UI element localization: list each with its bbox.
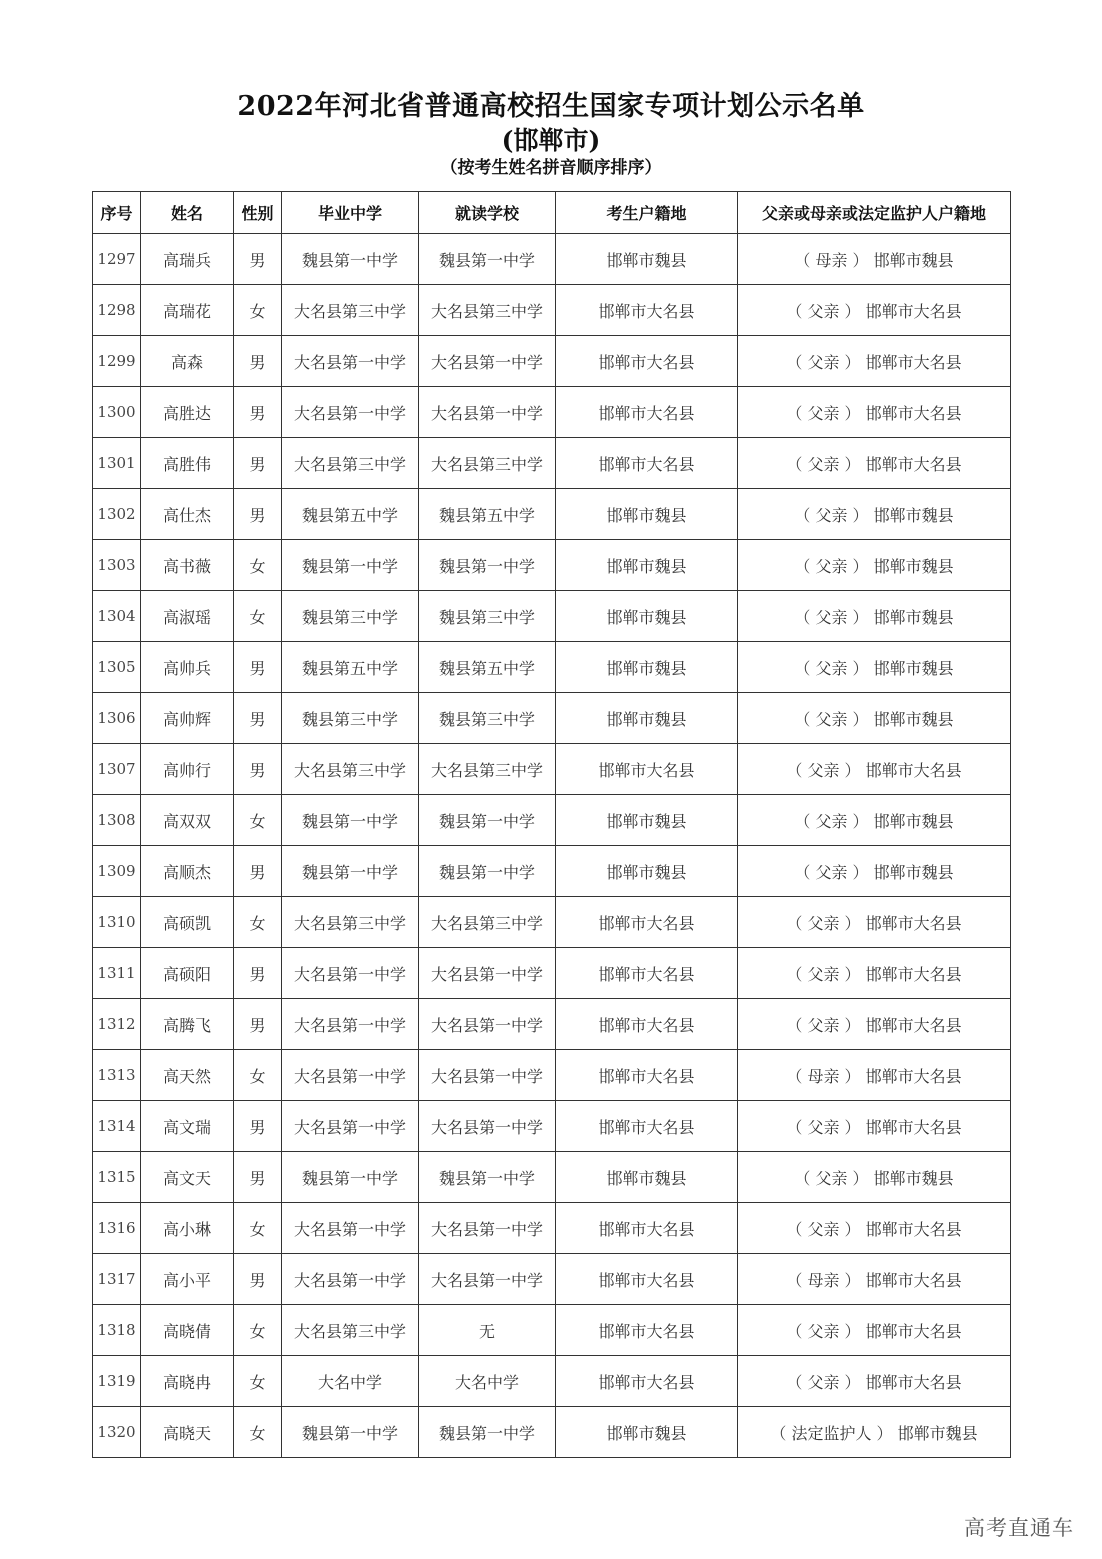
cell-seq: 1299 bbox=[93, 336, 141, 387]
cell-current-school: 大名县第一中学 bbox=[419, 1254, 556, 1305]
table-row bbox=[93, 693, 1011, 744]
cell-gender: 女 bbox=[234, 897, 282, 948]
guardian-relation: 母亲 bbox=[807, 1270, 840, 1290]
cell-grad-school: 魏县第一中学 bbox=[282, 795, 419, 846]
cell-grad-school: 大名县第一中学 bbox=[282, 1203, 419, 1254]
cell-grad-school: 大名县第三中学 bbox=[282, 438, 419, 489]
cell-grad-school: 大名县第一中学 bbox=[282, 387, 419, 438]
cell-hukou: 邯郸市魏县 bbox=[556, 693, 738, 744]
cell-name: 高胜伟 bbox=[141, 438, 234, 489]
cell-hukou: 邯郸市魏县 bbox=[556, 642, 738, 693]
cell-grad-school: 大名县第三中学 bbox=[282, 744, 419, 795]
cell-current-school: 魏县第一中学 bbox=[419, 1407, 556, 1458]
cell-gender: 男 bbox=[234, 1101, 282, 1152]
guardian-relation: 父亲 bbox=[815, 505, 848, 525]
guardian-hukou-location: 邯郸市魏县 bbox=[873, 556, 954, 576]
cell-gender: 男 bbox=[234, 846, 282, 897]
guardian-hukou-location: 邯郸市魏县 bbox=[873, 250, 954, 270]
cell-name: 高书薇 bbox=[141, 540, 234, 591]
cell-grad-school: 魏县第一中学 bbox=[282, 846, 419, 897]
guardian-hukou-location: 邯郸市大名县 bbox=[865, 1219, 962, 1239]
cell-guardian-hukou: （ 父亲 ） 邯郸市大名县 bbox=[738, 999, 1011, 1050]
guardian-relation: 父亲 bbox=[807, 913, 840, 933]
guardian-relation: 法定监护人 bbox=[791, 1423, 872, 1443]
page-subtitle-city: (邯郸市) bbox=[501, 126, 601, 155]
cell-name: 高帅辉 bbox=[141, 693, 234, 744]
cell-guardian-hukou: （ 父亲 ） 邯郸市魏县 bbox=[738, 1152, 1011, 1203]
cell-guardian-hukou: （ 母亲 ） 邯郸市魏县 bbox=[738, 234, 1011, 285]
cell-guardian-hukou: （ 父亲 ） 邯郸市魏县 bbox=[738, 795, 1011, 846]
cell-guardian-hukou: （ 父亲 ） 邯郸市魏县 bbox=[738, 540, 1011, 591]
table-row bbox=[93, 336, 1011, 387]
table-row bbox=[93, 438, 1011, 489]
cell-grad-school: 大名中学 bbox=[282, 1356, 419, 1407]
cell-grad-school: 魏县第一中学 bbox=[282, 234, 419, 285]
cell-seq: 1297 bbox=[93, 234, 141, 285]
cell-guardian-hukou: （ 父亲 ） 邯郸市魏县 bbox=[738, 591, 1011, 642]
cell-seq: 1315 bbox=[93, 1152, 141, 1203]
guardian-hukou-location: 邯郸市魏县 bbox=[873, 658, 954, 678]
roster-table-body bbox=[93, 234, 1011, 1458]
guardian-hukou-location: 邯郸市大名县 bbox=[865, 301, 962, 321]
cell-name: 高帅行 bbox=[141, 744, 234, 795]
cell-hukou: 邯郸市大名县 bbox=[556, 1356, 738, 1407]
table-row bbox=[93, 948, 1011, 999]
cell-grad-school: 大名县第三中学 bbox=[282, 897, 419, 948]
cell-name: 高仕杰 bbox=[141, 489, 234, 540]
column-header-name: 姓名 bbox=[141, 192, 234, 234]
cell-current-school: 魏县第一中学 bbox=[419, 234, 556, 285]
cell-seq: 1306 bbox=[93, 693, 141, 744]
guardian-relation: 父亲 bbox=[807, 301, 840, 321]
cell-hukou: 邯郸市大名县 bbox=[556, 285, 738, 336]
cell-guardian-hukou: （ 父亲 ） 邯郸市大名县 bbox=[738, 1101, 1011, 1152]
guardian-relation: 父亲 bbox=[807, 1372, 840, 1392]
cell-grad-school: 魏县第一中学 bbox=[282, 1407, 419, 1458]
table-row bbox=[93, 642, 1011, 693]
guardian-relation: 父亲 bbox=[815, 607, 848, 627]
guardian-relation: 父亲 bbox=[807, 1117, 840, 1137]
cell-guardian-hukou: （ 父亲 ） 邯郸市魏县 bbox=[738, 642, 1011, 693]
cell-guardian-hukou: （ 父亲 ） 邯郸市魏县 bbox=[738, 693, 1011, 744]
cell-gender: 女 bbox=[234, 540, 282, 591]
table-row bbox=[93, 795, 1011, 846]
cell-current-school: 大名县第一中学 bbox=[419, 336, 556, 387]
cell-hukou: 邯郸市大名县 bbox=[556, 387, 738, 438]
cell-current-school: 魏县第一中学 bbox=[419, 795, 556, 846]
cell-name: 高淑瑶 bbox=[141, 591, 234, 642]
table-header-row bbox=[93, 192, 1011, 234]
cell-current-school: 大名县第一中学 bbox=[419, 1050, 556, 1101]
cell-guardian-hukou: （ 父亲 ） 邯郸市魏县 bbox=[738, 846, 1011, 897]
cell-seq: 1314 bbox=[93, 1101, 141, 1152]
cell-name: 高天然 bbox=[141, 1050, 234, 1101]
table-row bbox=[93, 285, 1011, 336]
guardian-hukou-location: 邯郸市大名县 bbox=[865, 1321, 962, 1341]
cell-hukou: 邯郸市魏县 bbox=[556, 540, 738, 591]
cell-current-school: 魏县第三中学 bbox=[419, 591, 556, 642]
cell-current-school: 大名中学 bbox=[419, 1356, 556, 1407]
cell-grad-school: 魏县第五中学 bbox=[282, 489, 419, 540]
cell-name: 高文瑞 bbox=[141, 1101, 234, 1152]
table-row bbox=[93, 1101, 1011, 1152]
cell-grad-school: 大名县第一中学 bbox=[282, 336, 419, 387]
cell-seq: 1318 bbox=[93, 1305, 141, 1356]
cell-current-school: 魏县第一中学 bbox=[419, 540, 556, 591]
cell-gender: 男 bbox=[234, 1254, 282, 1305]
cell-current-school: 大名县第一中学 bbox=[419, 387, 556, 438]
column-header-gender: 性别 bbox=[234, 192, 282, 234]
guardian-relation: 父亲 bbox=[815, 1168, 848, 1188]
guardian-relation: 父亲 bbox=[815, 709, 848, 729]
cell-hukou: 邯郸市魏县 bbox=[556, 489, 738, 540]
cell-seq: 1310 bbox=[93, 897, 141, 948]
cell-current-school: 魏县第五中学 bbox=[419, 642, 556, 693]
table-row bbox=[93, 1254, 1011, 1305]
guardian-relation: 父亲 bbox=[807, 760, 840, 780]
cell-seq: 1316 bbox=[93, 1203, 141, 1254]
guardian-relation: 父亲 bbox=[807, 454, 840, 474]
guardian-relation: 父亲 bbox=[815, 862, 848, 882]
cell-current-school: 大名县第三中学 bbox=[419, 438, 556, 489]
cell-guardian-hukou: （ 父亲 ） 邯郸市大名县 bbox=[738, 897, 1011, 948]
cell-gender: 男 bbox=[234, 387, 282, 438]
cell-grad-school: 大名县第一中学 bbox=[282, 1050, 419, 1101]
cell-hukou: 邯郸市大名县 bbox=[556, 948, 738, 999]
source-watermark: 高考直通车 bbox=[964, 1516, 1074, 1540]
cell-gender: 女 bbox=[234, 1356, 282, 1407]
guardian-hukou-location: 邯郸市大名县 bbox=[865, 964, 962, 984]
cell-seq: 1305 bbox=[93, 642, 141, 693]
cell-grad-school: 魏县第五中学 bbox=[282, 642, 419, 693]
cell-guardian-hukou: （ 父亲 ） 邯郸市大名县 bbox=[738, 336, 1011, 387]
guardian-relation: 母亲 bbox=[807, 1066, 840, 1086]
cell-guardian-hukou: （ 父亲 ） 邯郸市大名县 bbox=[738, 285, 1011, 336]
cell-current-school: 大名县第三中学 bbox=[419, 285, 556, 336]
cell-name: 高瑞兵 bbox=[141, 234, 234, 285]
sort-order-note: （按考生姓名拼音顺序排序） bbox=[440, 158, 662, 178]
cell-grad-school: 大名县第三中学 bbox=[282, 1305, 419, 1356]
cell-current-school: 大名县第一中学 bbox=[419, 1203, 556, 1254]
table-row bbox=[93, 234, 1011, 285]
cell-name: 高瑞花 bbox=[141, 285, 234, 336]
cell-seq: 1303 bbox=[93, 540, 141, 591]
cell-guardian-hukou: （ 父亲 ） 邯郸市大名县 bbox=[738, 438, 1011, 489]
cell-seq: 1298 bbox=[93, 285, 141, 336]
guardian-hukou-location: 邯郸市魏县 bbox=[873, 862, 954, 882]
guardian-relation: 父亲 bbox=[815, 658, 848, 678]
table-row bbox=[93, 591, 1011, 642]
cell-hukou: 邯郸市魏县 bbox=[556, 846, 738, 897]
cell-grad-school: 魏县第一中学 bbox=[282, 1152, 419, 1203]
cell-name: 高胜达 bbox=[141, 387, 234, 438]
table-row bbox=[93, 1152, 1011, 1203]
cell-current-school: 魏县第一中学 bbox=[419, 846, 556, 897]
cell-gender: 男 bbox=[234, 489, 282, 540]
cell-hukou: 邯郸市大名县 bbox=[556, 999, 738, 1050]
cell-gender: 女 bbox=[234, 591, 282, 642]
guardian-relation: 父亲 bbox=[815, 556, 848, 576]
column-header-seq: 序号 bbox=[93, 192, 141, 234]
guardian-hukou-location: 邯郸市大名县 bbox=[865, 1117, 962, 1137]
guardian-relation: 父亲 bbox=[807, 1015, 840, 1035]
table-row bbox=[93, 1305, 1011, 1356]
cell-guardian-hukou: （ 父亲 ） 邯郸市魏县 bbox=[738, 489, 1011, 540]
guardian-relation: 父亲 bbox=[807, 1219, 840, 1239]
cell-hukou: 邯郸市大名县 bbox=[556, 1254, 738, 1305]
cell-seq: 1302 bbox=[93, 489, 141, 540]
cell-seq: 1313 bbox=[93, 1050, 141, 1101]
cell-current-school: 无 bbox=[419, 1305, 556, 1356]
guardian-hukou-location: 邯郸市大名县 bbox=[865, 352, 962, 372]
cell-gender: 女 bbox=[234, 1305, 282, 1356]
guardian-hukou-location: 邯郸市魏县 bbox=[873, 811, 954, 831]
cell-name: 高帅兵 bbox=[141, 642, 234, 693]
cell-name: 高小琳 bbox=[141, 1203, 234, 1254]
cell-gender: 男 bbox=[234, 693, 282, 744]
cell-name: 高双双 bbox=[141, 795, 234, 846]
cell-seq: 1304 bbox=[93, 591, 141, 642]
table-row bbox=[93, 489, 1011, 540]
guardian-hukou-location: 邯郸市魏县 bbox=[897, 1423, 978, 1443]
guardian-relation: 母亲 bbox=[815, 250, 848, 270]
cell-seq: 1307 bbox=[93, 744, 141, 795]
cell-name: 高小平 bbox=[141, 1254, 234, 1305]
cell-seq: 1301 bbox=[93, 438, 141, 489]
cell-name: 高硕阳 bbox=[141, 948, 234, 999]
cell-seq: 1320 bbox=[93, 1407, 141, 1458]
guardian-hukou-location: 邯郸市魏县 bbox=[873, 505, 954, 525]
cell-current-school: 大名县第三中学 bbox=[419, 744, 556, 795]
cell-hukou: 邯郸市大名县 bbox=[556, 897, 738, 948]
guardian-hukou-location: 邯郸市大名县 bbox=[865, 1015, 962, 1035]
cell-name: 高晓天 bbox=[141, 1407, 234, 1458]
cell-gender: 女 bbox=[234, 1050, 282, 1101]
cell-gender: 男 bbox=[234, 438, 282, 489]
column-header-grad-school: 毕业中学 bbox=[282, 192, 419, 234]
cell-name: 高晓冉 bbox=[141, 1356, 234, 1407]
cell-hukou: 邯郸市大名县 bbox=[556, 438, 738, 489]
cell-gender: 男 bbox=[234, 999, 282, 1050]
cell-hukou: 邯郸市魏县 bbox=[556, 795, 738, 846]
cell-seq: 1311 bbox=[93, 948, 141, 999]
cell-grad-school: 魏县第一中学 bbox=[282, 540, 419, 591]
cell-seq: 1308 bbox=[93, 795, 141, 846]
cell-seq: 1319 bbox=[93, 1356, 141, 1407]
cell-grad-school: 大名县第三中学 bbox=[282, 285, 419, 336]
cell-seq: 1300 bbox=[93, 387, 141, 438]
guardian-hukou-location: 邯郸市魏县 bbox=[873, 709, 954, 729]
guardian-hukou-location: 邯郸市大名县 bbox=[865, 403, 962, 423]
cell-gender: 女 bbox=[234, 795, 282, 846]
cell-guardian-hukou: （ 父亲 ） 邯郸市大名县 bbox=[738, 1356, 1011, 1407]
guardian-relation: 父亲 bbox=[807, 1321, 840, 1341]
table-row bbox=[93, 999, 1011, 1050]
table-row bbox=[93, 846, 1011, 897]
column-header-guardian-hukou: 父亲或母亲或法定监护人户籍地 bbox=[738, 192, 1011, 234]
cell-current-school: 大名县第三中学 bbox=[419, 897, 556, 948]
cell-hukou: 邯郸市大名县 bbox=[556, 336, 738, 387]
table-row bbox=[93, 1050, 1011, 1101]
guardian-relation: 父亲 bbox=[807, 352, 840, 372]
cell-gender: 女 bbox=[234, 1203, 282, 1254]
cell-current-school: 魏县第一中学 bbox=[419, 1152, 556, 1203]
cell-current-school: 大名县第一中学 bbox=[419, 1101, 556, 1152]
cell-seq: 1312 bbox=[93, 999, 141, 1050]
cell-guardian-hukou: （ 母亲 ） 邯郸市大名县 bbox=[738, 1254, 1011, 1305]
cell-name: 高顺杰 bbox=[141, 846, 234, 897]
cell-name: 高晓倩 bbox=[141, 1305, 234, 1356]
cell-guardian-hukou: （ 父亲 ） 邯郸市大名县 bbox=[738, 387, 1011, 438]
cell-guardian-hukou: （ 法定监护人 ） 邯郸市魏县 bbox=[738, 1407, 1011, 1458]
page-title: 2022年河北省普通高校招生国家专项计划公示名单 bbox=[237, 91, 865, 122]
cell-guardian-hukou: （ 父亲 ） 邯郸市大名县 bbox=[738, 1203, 1011, 1254]
cell-grad-school: 大名县第一中学 bbox=[282, 1254, 419, 1305]
cell-current-school: 大名县第一中学 bbox=[419, 948, 556, 999]
cell-name: 高硕凯 bbox=[141, 897, 234, 948]
cell-name: 高文天 bbox=[141, 1152, 234, 1203]
cell-gender: 男 bbox=[234, 336, 282, 387]
cell-grad-school: 魏县第三中学 bbox=[282, 693, 419, 744]
cell-name: 高森 bbox=[141, 336, 234, 387]
cell-gender: 女 bbox=[234, 1407, 282, 1458]
table-row bbox=[93, 1407, 1011, 1458]
table-row bbox=[93, 387, 1011, 438]
guardian-hukou-location: 邯郸市魏县 bbox=[873, 607, 954, 627]
guardian-hukou-location: 邯郸市大名县 bbox=[865, 760, 962, 780]
cell-grad-school: 大名县第一中学 bbox=[282, 948, 419, 999]
cell-gender: 女 bbox=[234, 285, 282, 336]
column-header-current-school: 就读学校 bbox=[419, 192, 556, 234]
cell-gender: 男 bbox=[234, 234, 282, 285]
cell-seq: 1309 bbox=[93, 846, 141, 897]
guardian-hukou-location: 邯郸市大名县 bbox=[865, 1270, 962, 1290]
column-header-hukou: 考生户籍地 bbox=[556, 192, 738, 234]
cell-seq: 1317 bbox=[93, 1254, 141, 1305]
cell-hukou: 邯郸市大名县 bbox=[556, 1203, 738, 1254]
cell-current-school: 魏县第三中学 bbox=[419, 693, 556, 744]
cell-grad-school: 大名县第一中学 bbox=[282, 1101, 419, 1152]
guardian-relation: 父亲 bbox=[815, 811, 848, 831]
guardian-hukou-location: 邯郸市大名县 bbox=[865, 454, 962, 474]
cell-current-school: 魏县第五中学 bbox=[419, 489, 556, 540]
cell-current-school: 大名县第一中学 bbox=[419, 999, 556, 1050]
cell-guardian-hukou: （ 父亲 ） 邯郸市大名县 bbox=[738, 1305, 1011, 1356]
cell-grad-school: 大名县第一中学 bbox=[282, 999, 419, 1050]
roster-table bbox=[92, 191, 1011, 1458]
cell-hukou: 邯郸市魏县 bbox=[556, 591, 738, 642]
cell-hukou: 邯郸市大名县 bbox=[556, 1050, 738, 1101]
cell-hukou: 邯郸市魏县 bbox=[556, 1407, 738, 1458]
guardian-relation: 父亲 bbox=[807, 964, 840, 984]
table-row bbox=[93, 1203, 1011, 1254]
cell-gender: 男 bbox=[234, 948, 282, 999]
guardian-hukou-location: 邯郸市大名县 bbox=[865, 1066, 962, 1086]
table-row bbox=[93, 897, 1011, 948]
table-row bbox=[93, 1356, 1011, 1407]
guardian-hukou-location: 邯郸市魏县 bbox=[873, 1168, 954, 1188]
cell-hukou: 邯郸市魏县 bbox=[556, 1152, 738, 1203]
guardian-hukou-location: 邯郸市大名县 bbox=[865, 1372, 962, 1392]
cell-guardian-hukou: （ 母亲 ） 邯郸市大名县 bbox=[738, 1050, 1011, 1101]
cell-name: 高腾飞 bbox=[141, 999, 234, 1050]
guardian-relation: 父亲 bbox=[807, 403, 840, 423]
cell-hukou: 邯郸市大名县 bbox=[556, 1305, 738, 1356]
cell-gender: 男 bbox=[234, 642, 282, 693]
table-row bbox=[93, 540, 1011, 591]
table-row bbox=[93, 744, 1011, 795]
cell-guardian-hukou: （ 父亲 ） 邯郸市大名县 bbox=[738, 744, 1011, 795]
cell-guardian-hukou: （ 父亲 ） 邯郸市大名县 bbox=[738, 948, 1011, 999]
cell-gender: 男 bbox=[234, 1152, 282, 1203]
guardian-hukou-location: 邯郸市大名县 bbox=[865, 913, 962, 933]
cell-hukou: 邯郸市魏县 bbox=[556, 234, 738, 285]
cell-hukou: 邯郸市大名县 bbox=[556, 744, 738, 795]
cell-gender: 男 bbox=[234, 744, 282, 795]
cell-grad-school: 魏县第三中学 bbox=[282, 591, 419, 642]
cell-hukou: 邯郸市大名县 bbox=[556, 1101, 738, 1152]
